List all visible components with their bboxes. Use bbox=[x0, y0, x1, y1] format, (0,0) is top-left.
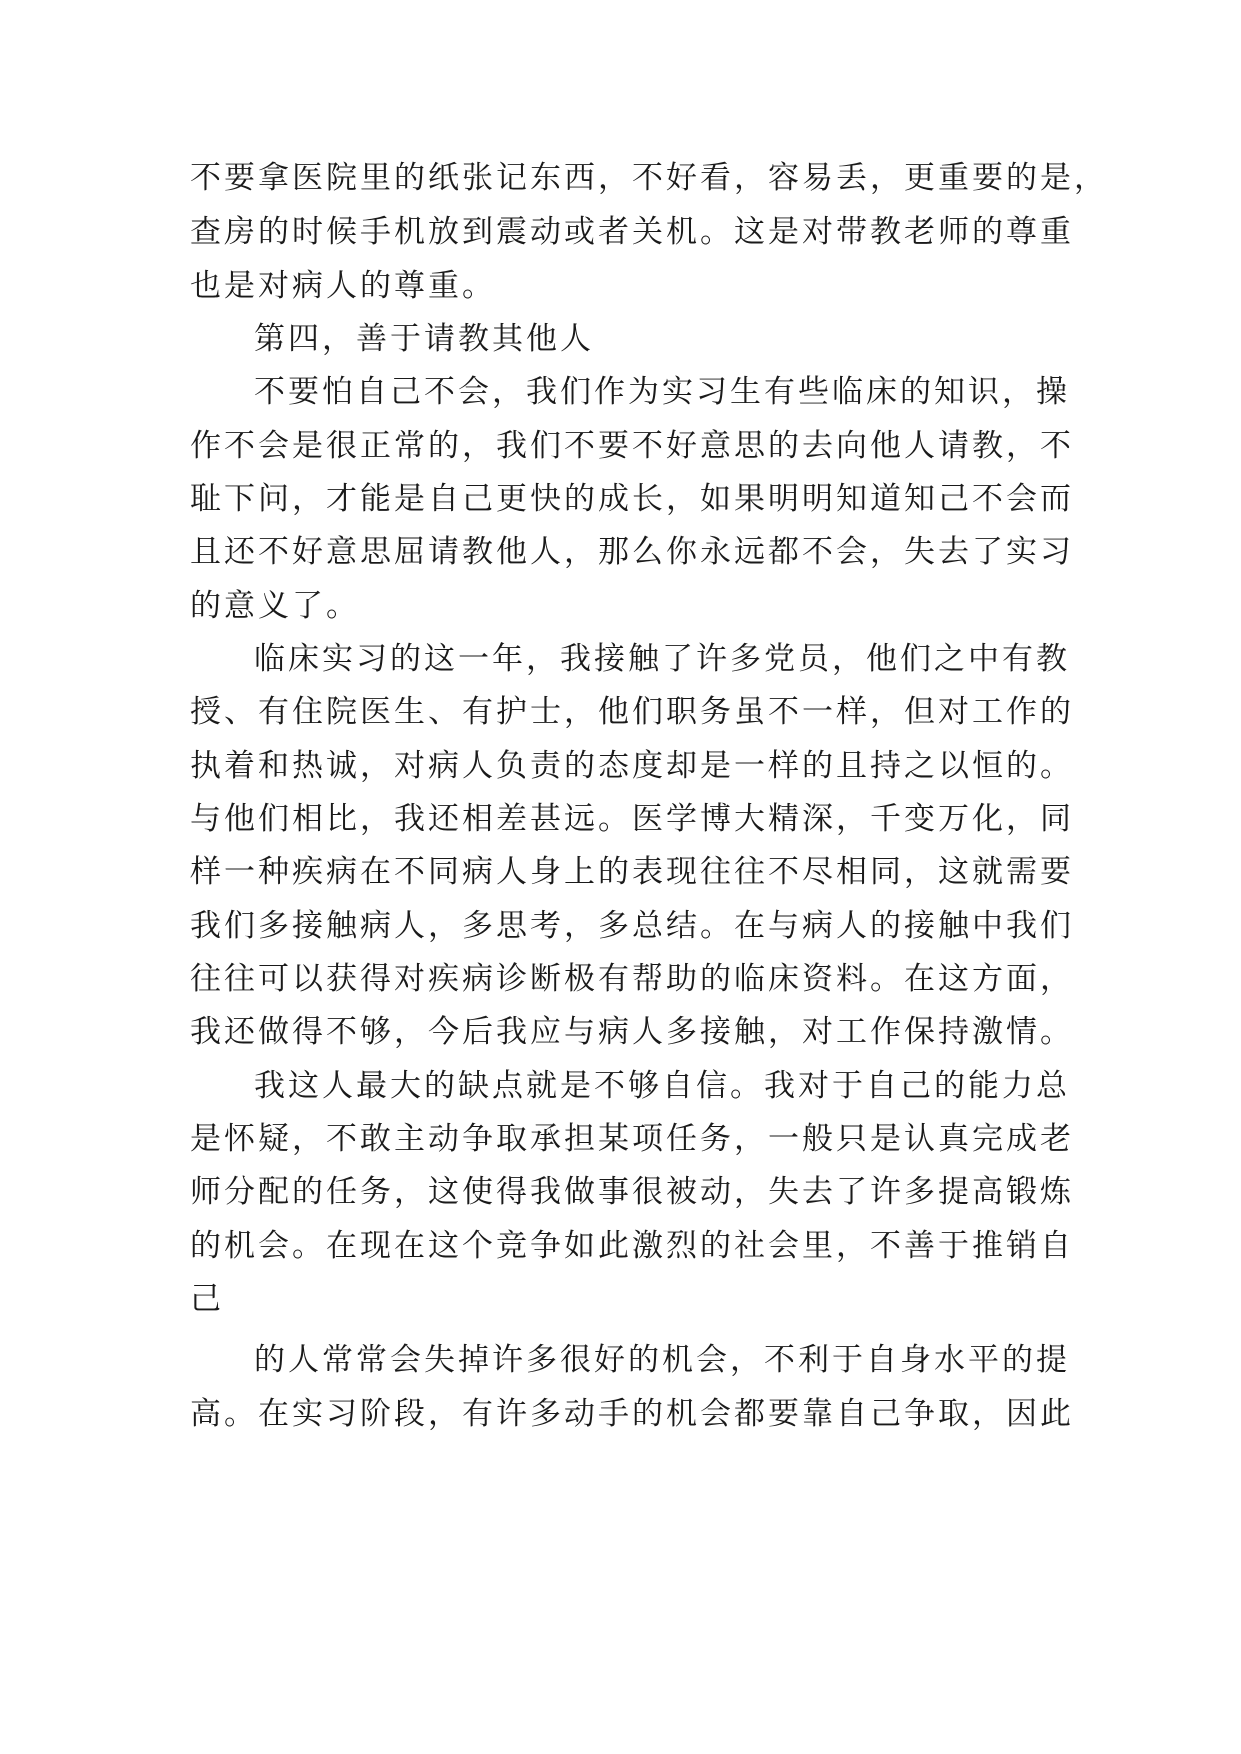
text-line: 往往可以获得对疾病诊断极有帮助的临床资料。在这方面， bbox=[190, 961, 1074, 997]
text-line: 授、有住院医生、有护士，他们职务虽不一样，但对工作的 bbox=[190, 694, 1074, 730]
text-line: 我这人最大的缺点就是不够自信。我对于自己的能力总 bbox=[254, 1068, 1070, 1104]
text-line: 耻下问，才能是自己更快的成长，如果明明知道知己不会而 bbox=[190, 481, 1074, 517]
text-line: 与他们相比，我还相差甚远。医学博大精深，千变万化，同 bbox=[190, 801, 1074, 837]
text-line: 且还不好意思屈请教他人，那么你永远都不会，失去了实习 bbox=[190, 534, 1074, 570]
section-heading: 第四，善于请教其他人 bbox=[254, 321, 594, 357]
text-line: 样一种疾病在不同病人身上的表现往往不尽相同，这就需要 bbox=[190, 854, 1074, 890]
text-line: 查房的时候手机放到震动或者关机。这是对带教老师的尊重 bbox=[190, 214, 1074, 250]
text-line: 的机会。在现在这个竞争如此激烈的社会里，不善于推销自 bbox=[190, 1228, 1074, 1264]
text-line: 我们多接触病人，多思考，多总结。在与病人的接触中我们 bbox=[190, 908, 1074, 944]
text-line: 临床实习的这一年，我接触了许多党员，他们之中有教 bbox=[254, 641, 1070, 677]
text-line: 的人常常会失掉许多很好的机会，不利于自身水平的提 bbox=[254, 1342, 1070, 1378]
text-line: 高。在实习阶段，有许多动手的机会都要靠自己争取，因此 bbox=[190, 1396, 1074, 1432]
text-line: 师分配的任务，这使得我做事很被动，失去了许多提高锻炼 bbox=[190, 1174, 1074, 1210]
text-line: 我还做得不够，今后我应与病人多接触，对工作保持激情。 bbox=[190, 1014, 1074, 1050]
text-line: 也是对病人的尊重。 bbox=[190, 268, 496, 304]
text-line: 不要拿医院里的纸张记东西，不好看，容易丢，更重要的是， bbox=[190, 160, 1108, 196]
text-line: 是怀疑，不敢主动争取承担某项任务，一般只是认真完成老 bbox=[190, 1121, 1074, 1157]
text-line: 作不会是很正常的，我们不要不好意思的去向他人请教，不 bbox=[190, 428, 1074, 464]
text-line: 执着和热诚，对病人负责的态度却是一样的且持之以恒的。 bbox=[190, 748, 1074, 784]
text-line: 己 bbox=[190, 1281, 224, 1317]
text-line: 的意义了。 bbox=[190, 588, 360, 624]
text-line: 不要怕自己不会，我们作为实习生有些临床的知识，操 bbox=[254, 374, 1070, 410]
